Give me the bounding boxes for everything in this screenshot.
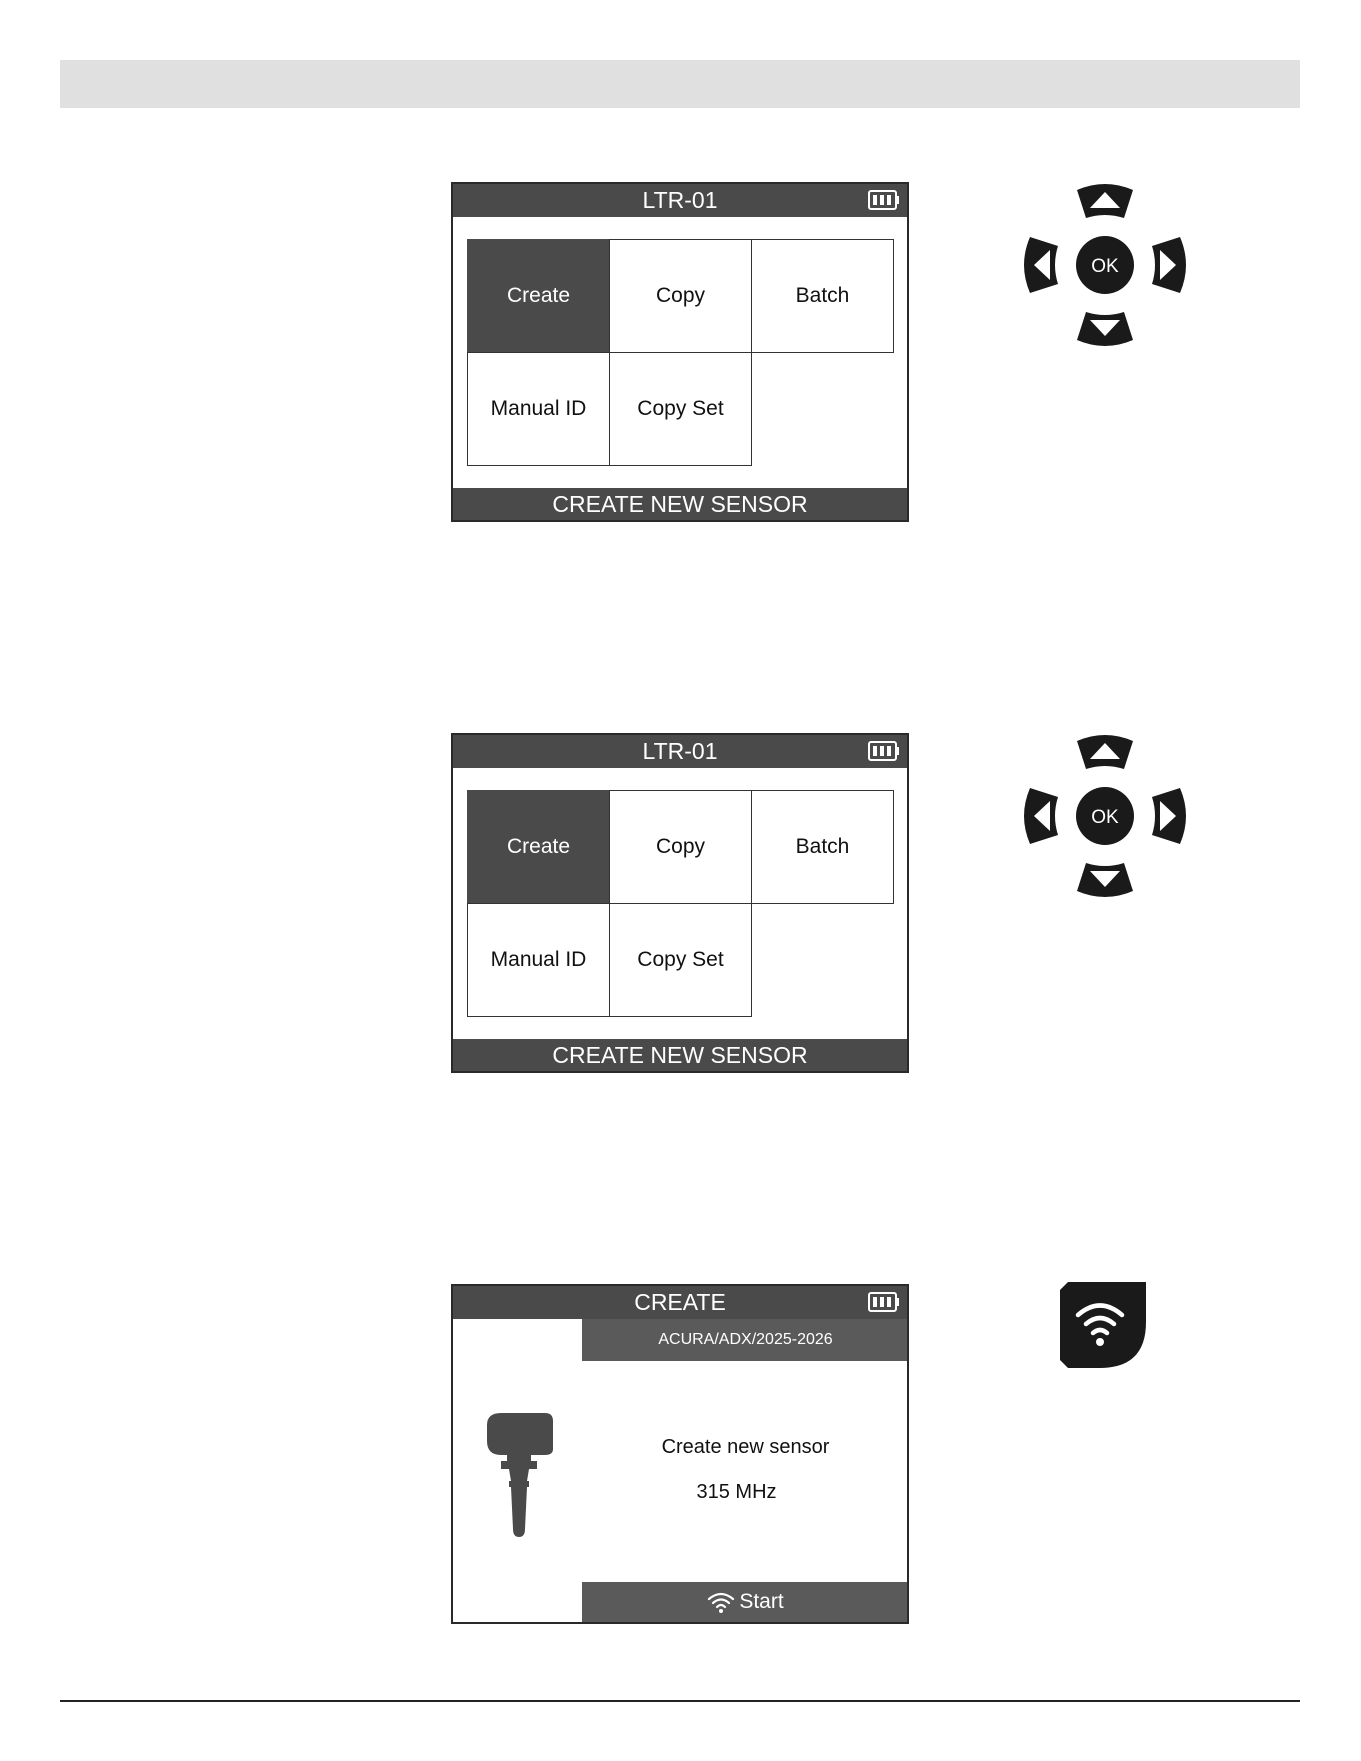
menu-item-copy-set[interactable]: Copy Set xyxy=(609,903,752,1017)
footer-rule xyxy=(60,1700,1300,1702)
screen-title-bar xyxy=(453,184,907,217)
down-arrow-icon[interactable] xyxy=(1077,863,1133,897)
create-message: Create new sensor xyxy=(661,1436,830,1458)
left-arrow-icon[interactable] xyxy=(1024,788,1058,844)
right-arrow-icon[interactable] xyxy=(1152,237,1186,293)
start-bar[interactable] xyxy=(582,1582,909,1622)
ok-label: OK xyxy=(1091,807,1119,828)
battery-icon xyxy=(868,741,900,761)
ok-label: OK xyxy=(1091,256,1119,277)
device-screen-create xyxy=(451,1284,909,1624)
menu-item-batch[interactable]: Batch xyxy=(751,790,894,904)
navigation-keypad xyxy=(1020,180,1190,350)
device-screen-main-menu xyxy=(451,182,909,522)
device-screen-main-menu-2 xyxy=(451,733,909,1073)
menu-item-copy-set[interactable]: Copy Set xyxy=(609,352,752,466)
start-label: Start xyxy=(739,1590,784,1613)
menu-item-manual-id[interactable]: Manual ID xyxy=(467,352,610,466)
screen-status-bar: CREATE NEW SENSOR xyxy=(453,488,907,520)
frequency-label: 315 MHz xyxy=(696,1481,777,1503)
menu-item-create[interactable]: Create xyxy=(467,239,610,353)
menu-item-batch[interactable]: Batch xyxy=(751,239,894,353)
left-arrow-icon[interactable] xyxy=(1024,237,1058,293)
navigation-keypad-2 xyxy=(1020,731,1190,901)
screen-title-bar xyxy=(453,735,907,768)
battery-icon xyxy=(868,190,900,210)
battery-icon xyxy=(868,1292,900,1312)
screen-status-bar: CREATE NEW SENSOR xyxy=(453,1039,907,1071)
tpms-sensor-icon xyxy=(479,1411,559,1541)
screen-title: LTR-01 xyxy=(642,187,718,213)
menu-item-copy[interactable]: Copy xyxy=(609,239,752,353)
screen-title: CREATE xyxy=(634,1289,726,1315)
menu-item-create[interactable]: Create xyxy=(467,790,610,904)
vehicle-selection-bar: ACURA/ADX/2025-2026 xyxy=(582,1319,909,1361)
header-bar xyxy=(60,60,1300,108)
wifi-icon xyxy=(707,1590,735,1614)
down-arrow-icon[interactable] xyxy=(1077,312,1133,346)
screen-title: LTR-01 xyxy=(642,738,718,764)
screen-title-bar xyxy=(453,1286,907,1319)
menu-grid xyxy=(467,239,897,469)
right-arrow-icon[interactable] xyxy=(1152,788,1186,844)
menu-grid xyxy=(467,790,897,1020)
test-button[interactable] xyxy=(1060,1282,1146,1368)
menu-item-manual-id[interactable]: Manual ID xyxy=(467,903,610,1017)
up-arrow-icon[interactable] xyxy=(1077,735,1133,769)
menu-item-copy[interactable]: Copy xyxy=(609,790,752,904)
up-arrow-icon[interactable] xyxy=(1077,184,1133,218)
